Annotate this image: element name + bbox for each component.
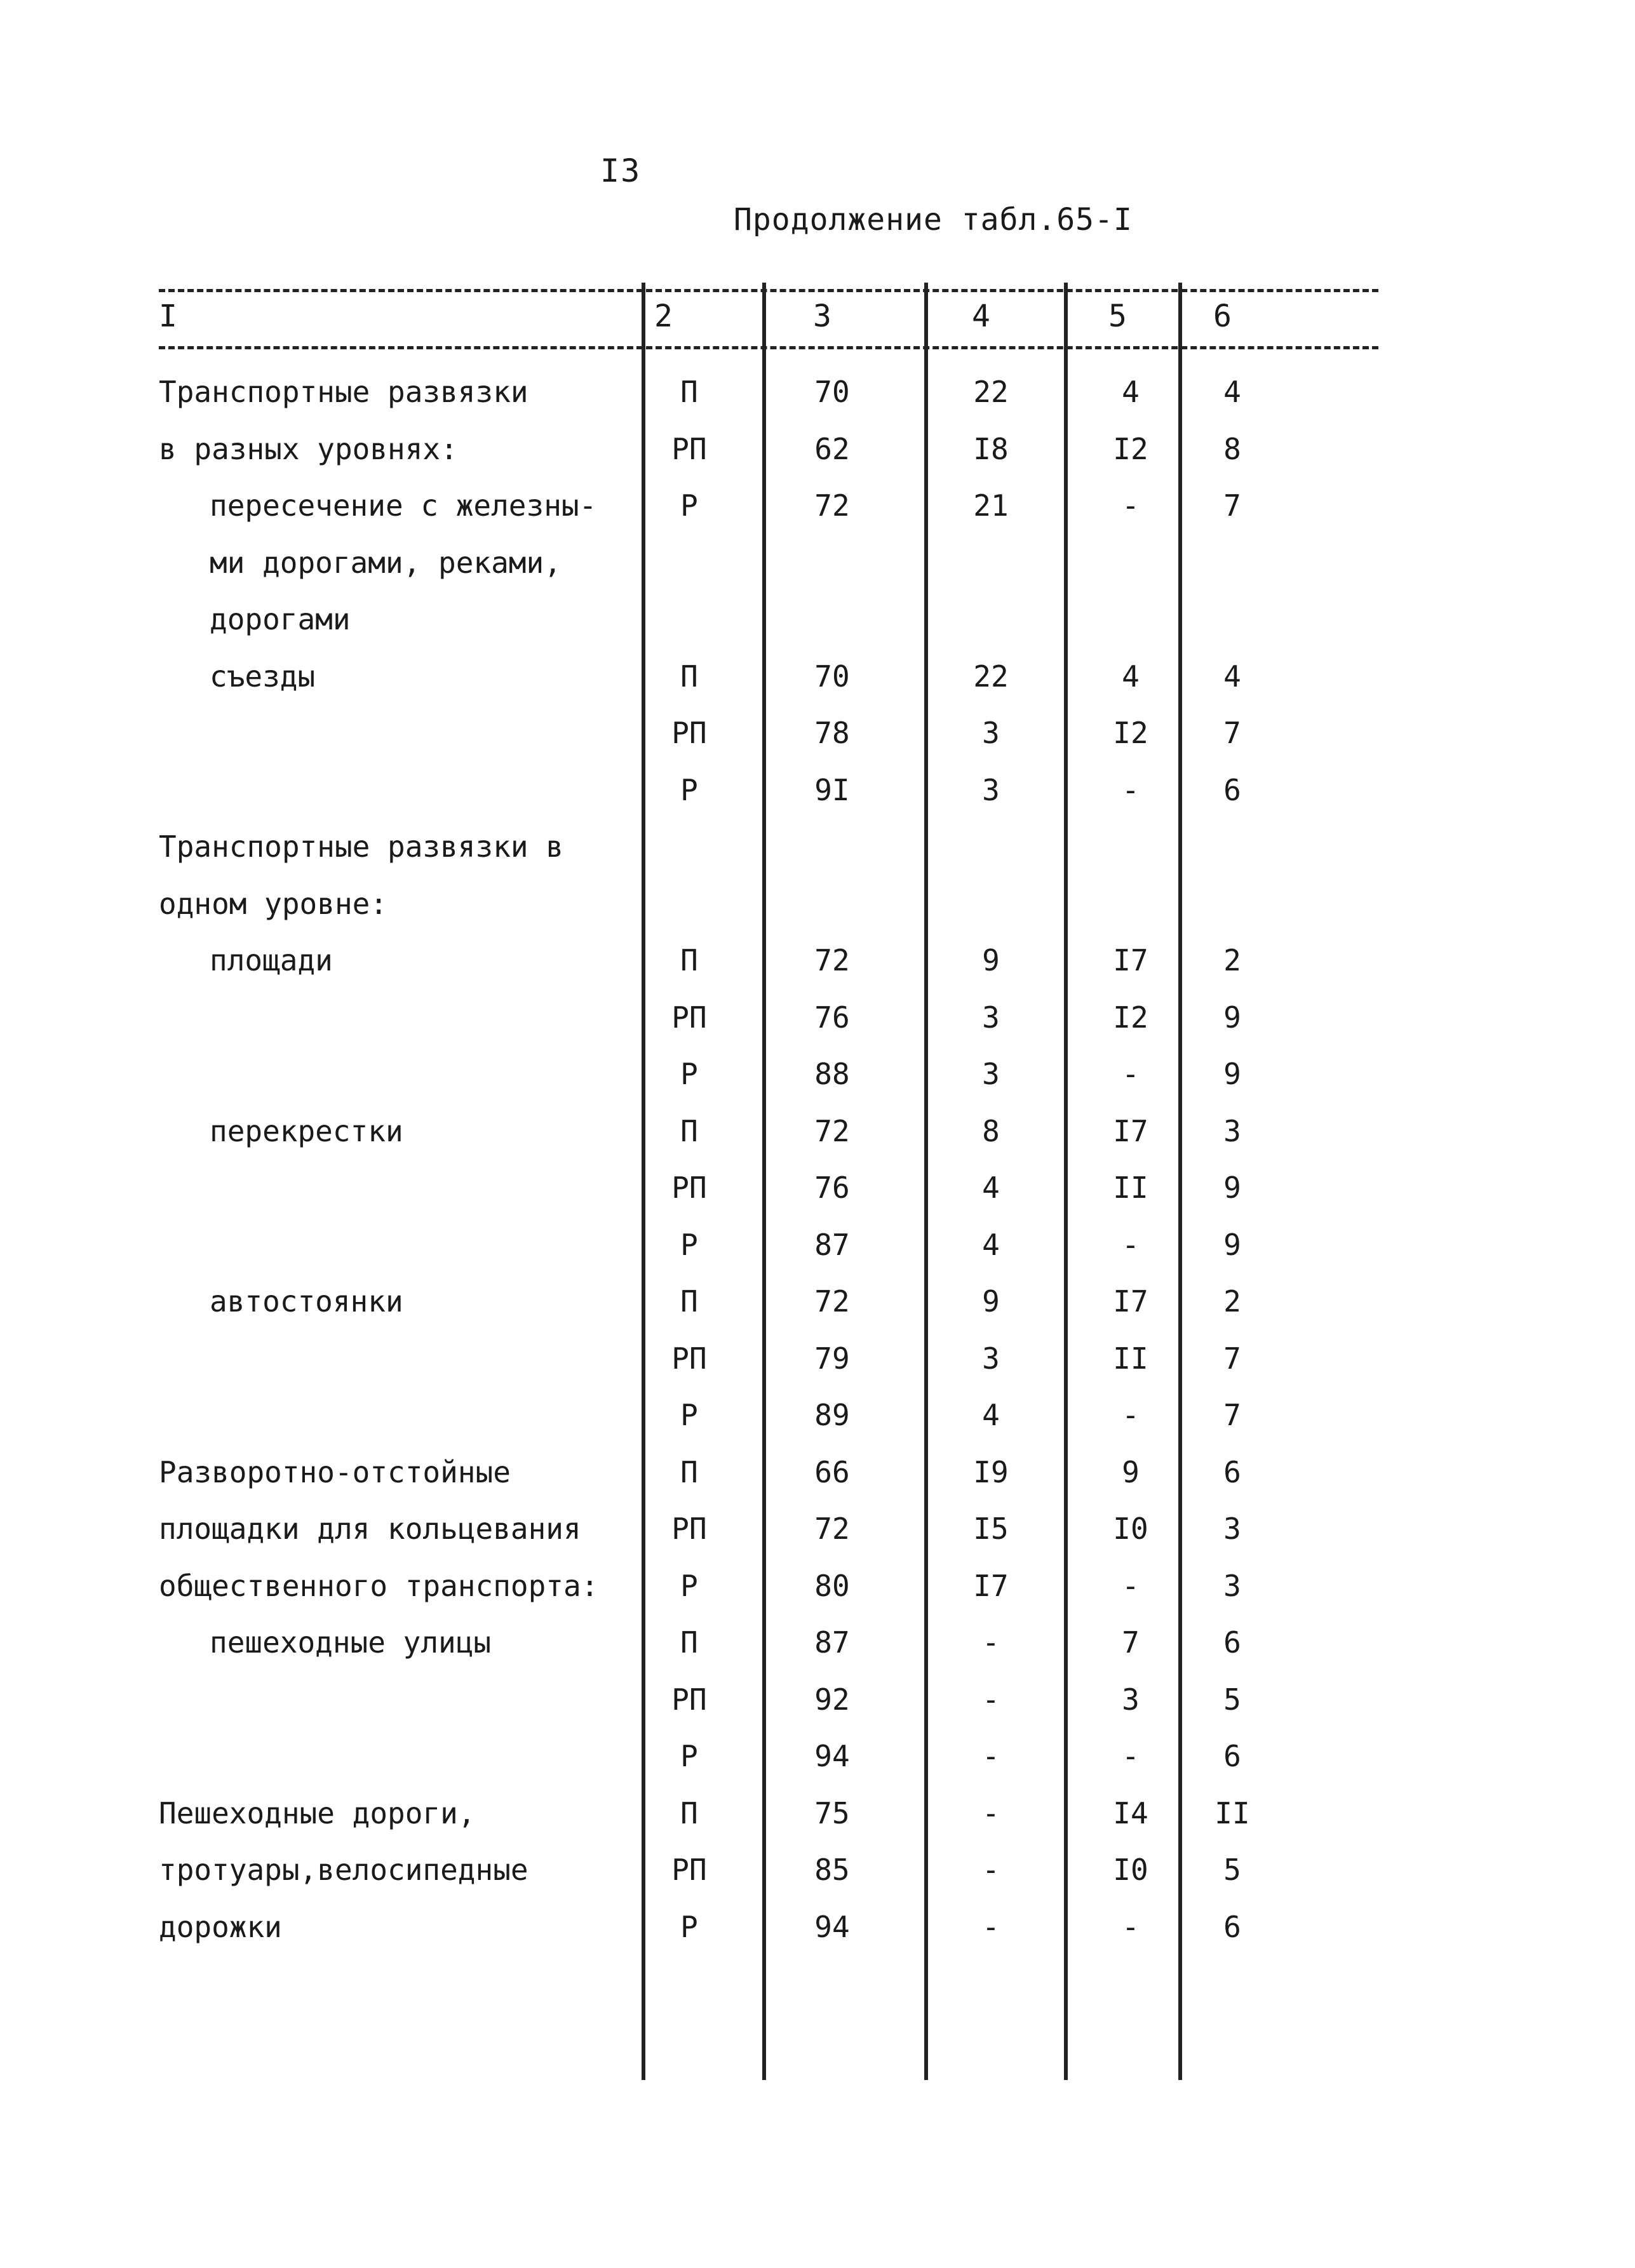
table-cell-c6: 6 <box>1223 1739 1241 1773</box>
row-label: Разворотно-отстойные <box>159 1455 511 1489</box>
table-cell-c6: 9 <box>1223 1171 1241 1205</box>
column-header: 4 <box>972 299 990 334</box>
table-cell-c6: 6 <box>1223 773 1241 807</box>
table-cell-c5: I0 <box>1113 1512 1148 1546</box>
row-label: Транспортные развязки <box>159 375 528 409</box>
row-label: тротуары,велосипедные <box>159 1853 528 1887</box>
table-cell-c5: 9 <box>1122 1455 1140 1489</box>
row-label: дорогами <box>210 602 351 636</box>
table-cell-c3: 72 <box>814 488 850 523</box>
table-cell-c3: 72 <box>814 1512 850 1546</box>
table-cell-c5: I7 <box>1113 1114 1148 1148</box>
table-cell-c4: 8 <box>982 1114 1000 1148</box>
column-divider <box>762 283 766 2080</box>
table-cell-c5: I2 <box>1113 432 1148 466</box>
table-cell-c3: 76 <box>814 1171 850 1205</box>
table-cell-c3: 88 <box>814 1057 850 1091</box>
table-cell-c4: - <box>982 1625 1000 1660</box>
table-cell-c4: I7 <box>973 1569 1009 1603</box>
table-cell-c4: I5 <box>973 1512 1009 1546</box>
table-cell-c6: 6 <box>1223 1625 1241 1660</box>
table-cell-c6: 5 <box>1223 1853 1241 1887</box>
table-cell-c5: I0 <box>1113 1853 1148 1887</box>
table-cell-c3: 72 <box>814 943 850 977</box>
row-label: общественного транспорта: <box>159 1569 599 1603</box>
column-header: 6 <box>1213 299 1232 334</box>
table-cell-c2: РП <box>671 1171 707 1205</box>
table-cell-c3: 94 <box>814 1910 850 1944</box>
table-cell-c6: 9 <box>1223 1228 1241 1262</box>
table-cell-c5: II <box>1113 1171 1148 1205</box>
header-top-rule <box>159 289 1378 292</box>
table-cell-c5: I7 <box>1113 1284 1148 1319</box>
table-cell-c2: Р <box>680 1739 698 1773</box>
table-cell-c5: - <box>1122 1398 1140 1432</box>
table-cell-c6: 3 <box>1223 1569 1241 1603</box>
row-label: автостоянки <box>210 1284 403 1319</box>
header-bottom-rule <box>159 346 1378 349</box>
table-cell-c3: 76 <box>814 1000 850 1035</box>
table-cell-c3: 70 <box>814 659 850 694</box>
table-cell-c4: - <box>982 1853 1000 1887</box>
table-cell-c4: 22 <box>973 659 1009 694</box>
row-label: Транспортные развязки в <box>159 829 563 864</box>
column-header: I <box>159 299 177 334</box>
table-cell-c5: 3 <box>1122 1682 1140 1717</box>
column-divider <box>924 283 928 2080</box>
table-cell-c6: 7 <box>1223 716 1241 750</box>
table-cell-c4: 3 <box>982 1341 1000 1376</box>
table-cell-c6: 4 <box>1223 375 1241 409</box>
table-cell-c2: РП <box>671 1000 707 1035</box>
table-cell-c4: 9 <box>982 943 1000 977</box>
table-cell-c6: 9 <box>1223 1057 1241 1091</box>
table-cell-c2: РП <box>671 716 707 750</box>
table-cell-c4: 4 <box>982 1398 1000 1432</box>
table-cell-c2: П <box>680 659 698 694</box>
table-cell-c2: Р <box>680 773 698 807</box>
table-cell-c3: 70 <box>814 375 850 409</box>
table-cell-c2: РП <box>671 432 707 466</box>
row-label: перекрестки <box>210 1114 403 1148</box>
table-cell-c4: 3 <box>982 773 1000 807</box>
row-label: в разных уровнях: <box>159 432 458 466</box>
table-cell-c3: 72 <box>814 1284 850 1319</box>
table-cell-c4: 3 <box>982 1000 1000 1035</box>
table-cell-c6: 7 <box>1223 1341 1241 1376</box>
table-cell-c4: 9 <box>982 1284 1000 1319</box>
table-cell-c2: РП <box>671 1512 707 1546</box>
table-cell-c3: 9I <box>814 773 850 807</box>
row-label: ми дорогами, реками, <box>210 546 562 580</box>
table-cell-c6: 2 <box>1223 1284 1241 1319</box>
table-cell-c4: 3 <box>982 1057 1000 1091</box>
table-cell-c6: 9 <box>1223 1000 1241 1035</box>
row-label: съезды <box>210 659 316 694</box>
table-cell-c3: 75 <box>814 1796 850 1830</box>
table-cell-c6: 8 <box>1223 432 1241 466</box>
table-cell-c4: 4 <box>982 1228 1000 1262</box>
table-cell-c5: - <box>1122 1057 1140 1091</box>
column-divider <box>1064 283 1068 2080</box>
page-number: I3 <box>600 152 642 189</box>
row-label: дорожки <box>159 1910 282 1944</box>
table-cell-c3: 78 <box>814 716 850 750</box>
table-cell-c2: П <box>680 943 698 977</box>
table-cell-c4: 3 <box>982 716 1000 750</box>
table-cell-c2: П <box>680 1455 698 1489</box>
table-cell-c6: 3 <box>1223 1512 1241 1546</box>
table-cell-c5: 7 <box>1122 1625 1140 1660</box>
table-cell-c4: - <box>982 1739 1000 1773</box>
table-cell-c3: 66 <box>814 1455 850 1489</box>
table-cell-c2: Р <box>680 1398 698 1432</box>
column-header: 3 <box>813 299 831 334</box>
table-cell-c2: Р <box>680 1228 698 1262</box>
table-cell-c2: Р <box>680 488 698 523</box>
table-cell-c5: I2 <box>1113 716 1148 750</box>
table-cell-c2: П <box>680 375 698 409</box>
table-cell-c5: 4 <box>1122 375 1140 409</box>
column-header: 2 <box>654 299 673 334</box>
column-header: 5 <box>1108 299 1127 334</box>
column-divider <box>1178 283 1182 2080</box>
table-cell-c2: Р <box>680 1057 698 1091</box>
table-cell-c4: 21 <box>973 488 1009 523</box>
table-cell-c4: 22 <box>973 375 1009 409</box>
table-cell-c5: - <box>1122 1569 1140 1603</box>
table-cell-c3: 87 <box>814 1228 850 1262</box>
table-cell-c3: 85 <box>814 1853 850 1887</box>
table-cell-c4: - <box>982 1796 1000 1830</box>
table-cell-c5: I2 <box>1113 1000 1148 1035</box>
table-cell-c3: 62 <box>814 432 850 466</box>
table-cell-c5: 4 <box>1122 659 1140 694</box>
table-cell-c2: РП <box>671 1341 707 1376</box>
table-cell-c5: I7 <box>1113 943 1148 977</box>
table-cell-c2: РП <box>671 1853 707 1887</box>
table-cell-c6: 3 <box>1223 1114 1241 1148</box>
table-cell-c6: 7 <box>1223 488 1241 523</box>
table-cell-c2: Р <box>680 1569 698 1603</box>
table-cell-c3: 72 <box>814 1114 850 1148</box>
table-cell-c4: I9 <box>973 1455 1009 1489</box>
table-cell-c4: I8 <box>973 432 1009 466</box>
row-label: Пешеходные дороги, <box>159 1796 476 1830</box>
table-cell-c4: 4 <box>982 1171 1000 1205</box>
table-cell-c5: I4 <box>1113 1796 1148 1830</box>
table-cell-c6: 2 <box>1223 943 1241 977</box>
table-cell-c3: 87 <box>814 1625 850 1660</box>
table-cell-c6: 5 <box>1223 1682 1241 1717</box>
table-cell-c4: - <box>982 1682 1000 1717</box>
row-label: пересечение с железны- <box>210 488 597 523</box>
table-cell-c2: П <box>680 1625 698 1660</box>
table-cell-c2: П <box>680 1796 698 1830</box>
table-cell-c3: 89 <box>814 1398 850 1432</box>
table-cell-c4: - <box>982 1910 1000 1944</box>
row-label: площадки для кольцевания <box>159 1512 581 1546</box>
table-cell-c3: 79 <box>814 1341 850 1376</box>
table-cell-c5: - <box>1122 1228 1140 1262</box>
table-cell-c6: 6 <box>1223 1455 1241 1489</box>
table-cell-c6: 6 <box>1223 1910 1241 1944</box>
table-cell-c2: Р <box>680 1910 698 1944</box>
table-cell-c6: 7 <box>1223 1398 1241 1432</box>
table-cell-c2: РП <box>671 1682 707 1717</box>
table-cell-c3: 80 <box>814 1569 850 1603</box>
table-cell-c5: - <box>1122 1739 1140 1773</box>
table-cell-c6: II <box>1214 1796 1250 1830</box>
table-cell-c3: 92 <box>814 1682 850 1717</box>
table-cell-c2: П <box>680 1114 698 1148</box>
row-label: пешеходные улицы <box>210 1625 492 1660</box>
row-label: одном уровне: <box>159 887 388 921</box>
table-cell-c5: II <box>1113 1341 1148 1376</box>
table-cell-c5: - <box>1122 1910 1140 1944</box>
table-cell-c5: - <box>1122 488 1140 523</box>
table-cell-c3: 94 <box>814 1739 850 1773</box>
table-cell-c2: П <box>680 1284 698 1319</box>
row-label: площади <box>210 943 333 977</box>
table-cell-c6: 4 <box>1223 659 1241 694</box>
table-caption: Продолжение табл.65-I <box>734 202 1133 238</box>
table-cell-c5: - <box>1122 773 1140 807</box>
